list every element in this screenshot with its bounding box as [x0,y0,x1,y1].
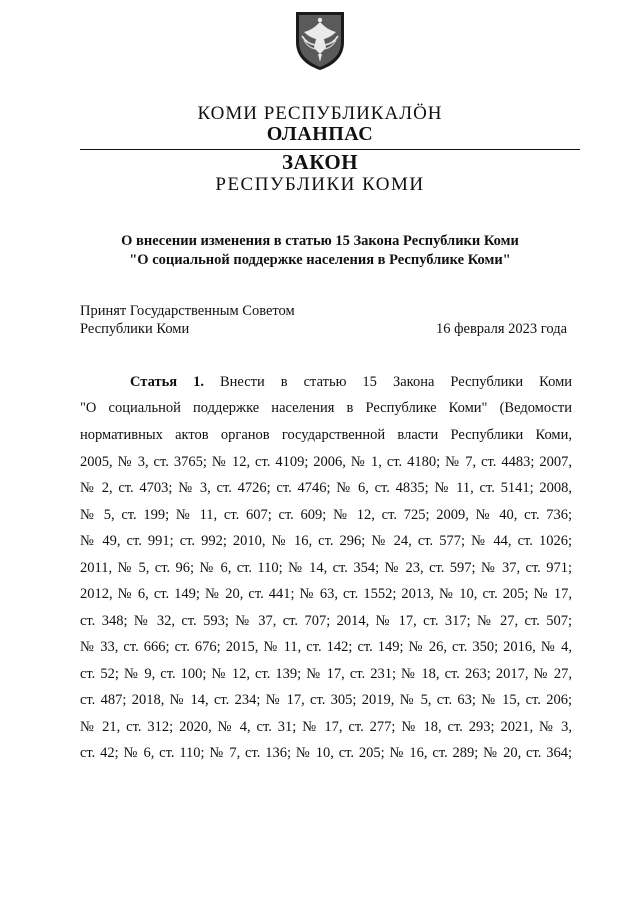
article-line: ст. 42; № 6, ст. 110; № 7, ст. 136; № 10, ст. 205; № 16, ст. 289; № 20, ст. 364; [80,745,572,761]
article-line: № 49, ст. 991; ст. 992; 2010, № 16, ст. 296; № 24, ст. 577; № 44, ст. 1026; [80,533,572,549]
law-subject-line-2: "О социальной поддержке населения в Республике Коми" [129,252,511,268]
article-line: ст. 348; № 32, ст. 593; № 37, ст. 707; 2014, № 17, ст. 317; № 27, ст. 507; [80,613,572,629]
article-line: 2011, № 5, ст. 96; № 6, ст. 110; № 14, ст. 354; № 23, ст. 597; № 37, ст. 971; [80,560,572,576]
header-zakon: ЗАКОН [281,150,359,174]
article-line: № 21, ст. 312; 2020, № 4, ст. 31; № 17, ст. 277; № 18, ст. 293; 2021, № 3, [80,719,572,735]
article-label: Статья 1. [130,374,204,390]
coat-of-arms-komi-emblem [288,8,352,72]
header-komi-republic: КОМИ РЕСПУБЛИКАЛӦН [197,103,443,124]
article-line: № 2, ст. 4703; № 3, ст. 4726; ст. 4746; № 6, ст. 4835; № 11, ст. 5141; 2008, [80,480,572,496]
article-first-line-text: Внести в статью 15 Закона Республики Коми [220,374,573,390]
article-line: ст. 52; № 9, ст. 100; № 12, ст. 139; № 17, ст. 231; № 18, ст. 263; 2017, № 27, [80,666,572,682]
header-olanpas: ОЛАНПАС [266,123,374,145]
law-subject-line-1: О внесении изменения в статью 15 Закона Республики Коми [121,233,519,249]
adoption-date: 16 февраля 2023 года [436,321,568,337]
adopted-by-line-2: Республики Коми [80,321,190,337]
article-line: нормативных актов органов государственной власти Республики Коми, [80,427,572,443]
article-line: "О социальной поддержке населения в Республике Коми" (Ведомости [80,400,572,416]
article-line: № 33, ст. 666; ст. 676; 2015, № 11, ст. 142; ст. 149; № 26, ст. 350; 2016, № 4, [80,639,572,655]
article-1-first-line [130,372,572,392]
article-line: 2005, № 3, ст. 3765; № 12, ст. 4109; 2006, № 1, ст. 4180; № 7, ст. 4483; 2007, [80,454,572,470]
article-line: 2012, № 6, ст. 149; № 20, ст. 441; № 63, ст. 1552; 2013, № 10, ст. 205; № 17, [80,586,572,602]
article-line: ст. 487; 2018, № 14, ст. 234; № 17, ст. 305; 2019, № 5, ст. 63; № 15, ст. 206; [80,692,572,708]
header-republic-komi: РЕСПУБЛИКИ КОМИ [215,174,425,195]
adopted-by-line-1: Принят Государственным Советом [80,303,295,319]
article-line: № 5, ст. 199; № 11, ст. 607; ст. 609; № 12, ст. 725; 2009, № 40, ст. 736; [80,507,572,523]
